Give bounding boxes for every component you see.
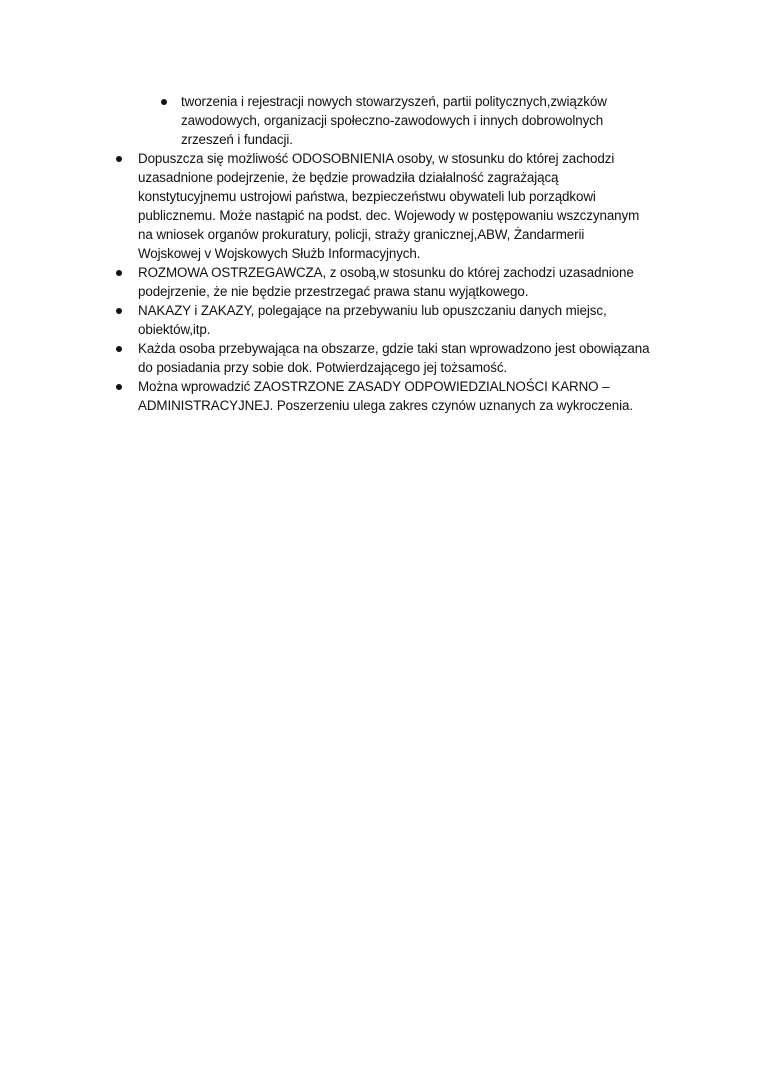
text-line: Każda osoba przebywająca na obszarze, gdzie taki stan wprowadzono jest obowiązana [138, 341, 650, 356]
bullet-icon [116, 270, 122, 276]
list-item-odosobnienie [113, 149, 673, 263]
text-line: Wojskowej v Wojskowych Służb Informacyjnych. [138, 246, 421, 261]
bullet-icon [116, 156, 122, 162]
list-item-zasady [113, 377, 673, 415]
text-line: podejrzenie, że nie będzie przestrzegać prawa stanu wyjątkowego. [138, 284, 529, 299]
text-line: NAKAZY i ZAKAZY, polegające na przebywaniu lub opuszczaniu danych miejsc, [138, 303, 607, 318]
text-line: obiektów,itp. [138, 322, 211, 337]
text-line: zrzeszeń i fundacji. [181, 132, 293, 147]
bullet-icon [116, 384, 122, 390]
text-line: Dopuszcza się możliwość ODOSOBNIENIA osoby, w stosunku do której zachodzi [138, 151, 615, 166]
document-content [113, 92, 673, 415]
text-line: ROZMOWA OSTRZEGAWCZA, z osobą,w stosunku do której zachodzi uzasadnione [138, 265, 634, 280]
bullet-icon [116, 308, 122, 314]
list-item-nakazy [113, 301, 673, 339]
text-line: konstytucyjnemu ustrojowi państwa, bezpieczeństwu obywateli lub porządkowi [138, 189, 596, 204]
text-line: na wniosek organów prokuratury, policji, straży granicznej,ABW, Żandarmerii [138, 227, 585, 242]
text-line: zawodowych, organizacji społeczno-zawodowych i innych dobrowolnych [181, 113, 604, 128]
list-item-rozmowa [113, 263, 673, 301]
text-line: uzasadnione podejrzenie, że będzie prowadziła działalność zagrażającą [138, 170, 559, 185]
text-line: tworzenia i rejestracji nowych stowarzyszeń, partii politycznych,związków [181, 94, 607, 109]
list-item-sub [113, 92, 673, 149]
text-line: publicznemu. Może nastąpić na podst. dec. Wojewody w postępowaniu wszczynanym [138, 208, 640, 223]
text-line: do posiadania przy sobie dok. Potwierdzającego jej tożsamość. [138, 360, 508, 375]
text-line: ADMINISTRACYJNEJ. Poszerzeniu ulega zakres czynów uznanych za wykroczenia. [138, 398, 633, 413]
text-line: Można wprowadzić ZAOSTRZONE ZASADY ODPOWIEDZIALNOŚCI KARNO – [138, 379, 610, 394]
list-item-tozsamosc [113, 339, 673, 377]
bullet-icon [161, 99, 167, 105]
bullet-list [113, 92, 673, 415]
bullet-icon [116, 346, 122, 352]
